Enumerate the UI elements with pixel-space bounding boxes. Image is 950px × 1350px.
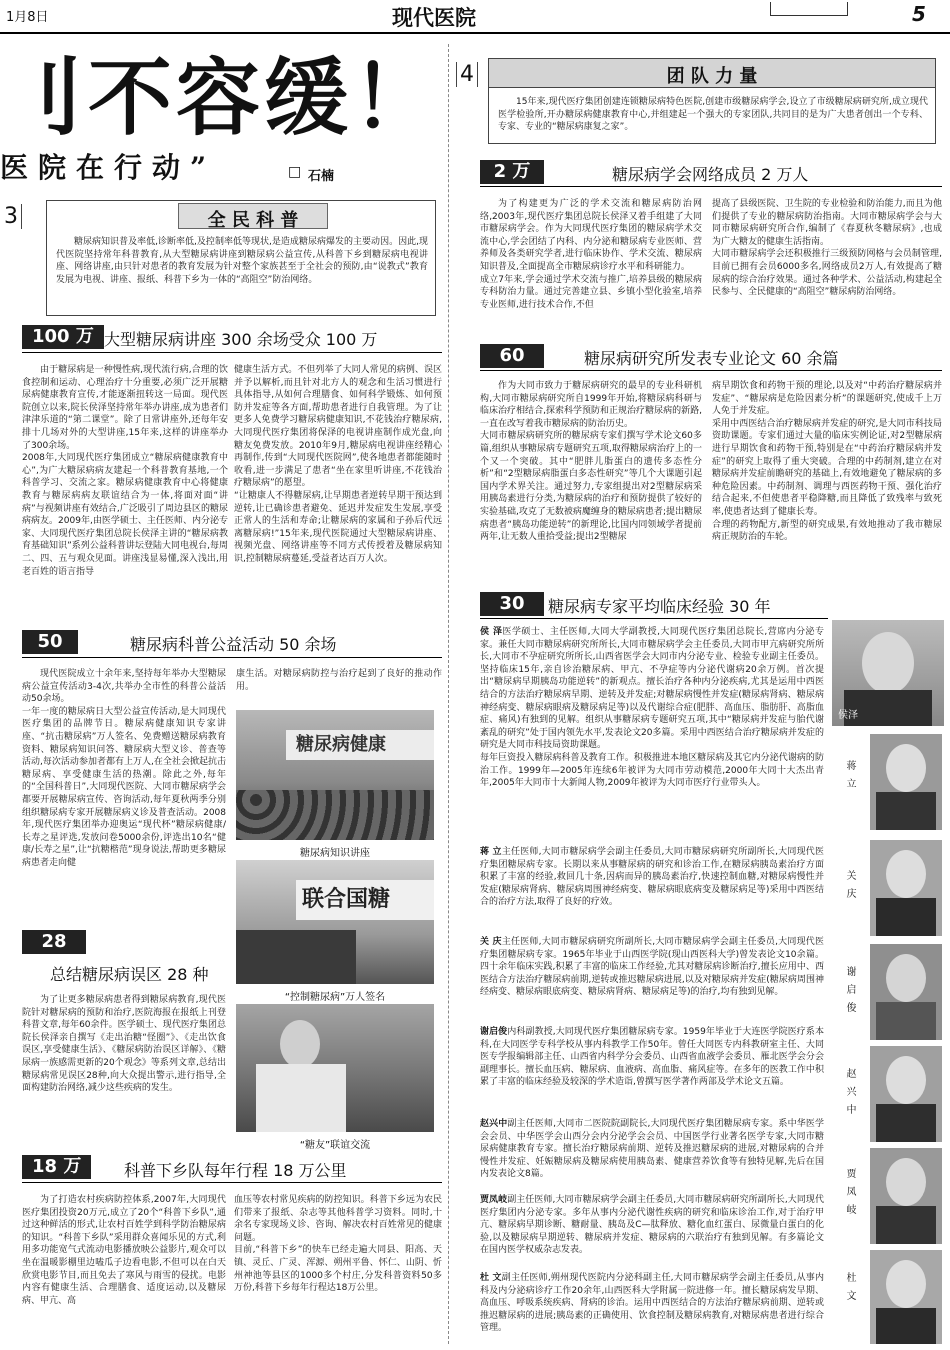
signature-people (236, 930, 356, 984)
portrait-face (886, 1260, 926, 1308)
portrait-face (886, 954, 926, 1002)
expert-name: 关 庆 (480, 937, 502, 947)
portrait-suit (876, 792, 936, 830)
portrait-label-du-wen: 杜文 (844, 1272, 855, 1308)
exchange-face (280, 1020, 320, 1068)
portrait-face (886, 1158, 926, 1206)
s2w-col2: 提高了县级医院、卫生院的专业检验和防治能力,而且为他们提供了专业的糖尿病防治指南。大同市糖尿病学会与大同市糖尿病研究所合作,编制了《春夏秋冬糖尿病》,也成为广大糖友的健康生活指南。 大同市糖尿病学会还积极推行三级预防网格与会员制管理,目前已拥有会员6000多名,网络成员2万人,有效提高了糖尿病的综合治疗效果。通过各种学术、公益活动,构建起全民参与、全民健康的“高阻空”糖尿病防治网络。 (712, 199, 942, 298)
s2w-title: 糖尿病学会网络成员 2 万人 (612, 165, 809, 184)
s100-tag: 100 万 (22, 325, 104, 349)
s100-col1: 由于糖尿病是一种慢性病,现代流行病,合理的饮食控制和运动、心理治疗十分重要,必须广泛开展糖尿病健康教育宣传,才能逐渐扭转这一局面。现代医院创立以来,院长侯泽坚持常年举办讲座,成为患者们津津乐道的“第二课堂”。除了日常讲座外,还每年安排十几场对外的大型讲座,15年来,这样的讲座举办了300余场。 2008年,大同现代医疗集团成立“糖尿病健康教育中心”,为广大糖尿病病友建起一个科普教育基地,一个科普学习、交流之家。糖尿病健康教育中心将健康教育与糖尿病病友联谊结合为一体,将面对面“讲病”与视频讲座有效结合,广泛吸引了周边县区的糖尿病病友。2009年,由医学硕士、主任医师、内分泌专家、大同现代医疗集团总院长侯泽主讲的“糖尿病教育基础知识”系列公益科普讲坛登陆大同电视台,每周二、四、五与观众见面。讲座浅显易懂,深入浅出,用老百姓的语言指导 (22, 365, 228, 577)
issue-date: 1月8日 (6, 10, 49, 25)
s18-title: 科普下乡队每年行程 18 万公里 (124, 1161, 347, 1180)
s50-col1: 现代医院成立十余年来,坚持每年举办大型糖尿病公益宣传活动3-4次,共举办全市性的科普公益活动50余场。 一年一度的糖尿病日大型公益宣传活动,是大同现代医疗集团的品牌节日。糖尿病健康知识专家讲座、“抗击糖尿病”万人签名、免费赠送糖尿病教育资料、糖尿病知识问答、糖尿病大型义诊、普查等活动,每次活动参加者都有上万人,在全社会掀起抗击糖尿病、享受健康生活的热潮。除此之外,每年的“全国科普日”,大同现代医院、大同市糖尿病学会都要开展糖尿病宣传、咨询活动,每年夏秋两季分别组织糖尿病专家开展糖尿病义诊及普查活动。2008年,现代医疗集团举办迎奥运“现代杯”糖尿病健康/长寿之星评选,发放问卷5000余份,评选出10名“健康/长寿之星”,让“抗糖楷范”现身说法,帮助更多糖尿病患者走向健 (22, 669, 226, 868)
portrait-jiang-li (870, 734, 942, 830)
expert-bio: 副主任医师,朔州现代医院内分泌科副主任,大同市糖尿病学会副主任委员,从事内科及内分泌病诊疗工作20余年,山西医科大学附属一院进修一年。擅长糖尿病发早期、高血压、呼吸系统疾病、肾病的诊治。运用中西医结合的方法治疗糖尿病前期、逆转或推迟糖尿病的进展;胰岛素的正确使用、饮食控制及糖尿病教育,对糖尿病患者进行综合管理。 (480, 1273, 824, 1334)
marker-3: 3 (4, 204, 22, 229)
s28-tag: 28 (22, 930, 86, 954)
portrait-face (886, 1056, 926, 1104)
photo-signature-caption: “控制糖尿病”万人签名 (284, 992, 386, 1003)
s18-rule (22, 1182, 442, 1183)
expert-hou-ze (480, 626, 824, 840)
portrait-suit (876, 1002, 936, 1040)
author-mark: □ (288, 164, 302, 180)
masthead-box (770, 2, 848, 16)
s18-col1: 为了打造农村疾病防控体系,2007年,大同现代医疗集团投资20万元,成立了20个“科普下乡队”,通过这种鲜活的形式,让农村百姓学到科学防治糖尿病的知识。“科普下乡队”采用群众喜闻乐见的方式,利用多功能宽气式流动电影播放映公益影片,观众可以坐在温暖影棚里边嗑瓜子边看电影,不但可以在白天欣赏电影节目,而且免去了寒风与雨雪的侵扰。电影内容有健康生活、合理膳食、适度运动,以及糖尿病、甲亢、高 (22, 1195, 226, 1306)
photo-signature (236, 860, 434, 984)
s2w-rule (480, 186, 942, 187)
s2w-tag: 2 万 (480, 160, 544, 184)
s100-col2: 健康生活方式。不但列举了大同人常见的病例、误区并予以解析,而且针对北方人的观念和生活习惯进行具体指导,从如何合理膳食、如何科学锻炼、如何预防并发症等各方面,帮助患者进行自我管理。为了让更多人免费学习糖尿病健康知识,不花钱治疗糖尿病,大同现代医疗集团将保泽的电视讲座制作成光盘,向糖友免费发放。2010年9月,糖尿病电视讲座经精心再制作,传到“大同现代医院网”,使各地患者都能随时收看,进一步满足了患者“坐在家里听讲座,不花钱治疗糖尿病”的愿望。 “让糖康人不得糖尿病,让早期患者逆转早期干预达到逆转,让已确诊患者避免、延迟并发症发生发展,享受正常人的生活和寿命;让糖尿病的家属和子孙后代远离糖尿病!”15年来,现代医院通过大型糖尿病讲座、视频光盘、网络讲座等不同方式传授着及糖尿病知识,控制糖尿病蔓延,受益者达百万人次。 (234, 365, 442, 564)
s60-tag: 60 (480, 344, 544, 368)
portrait-guan-qing (870, 840, 942, 936)
portrait-zhao-xingzhong (870, 1046, 942, 1142)
portrait-jia-fengqi (870, 1148, 942, 1244)
s100-title: 大型糖尿病讲座 300 余场受众 100 万 (104, 330, 378, 349)
s30-rule (480, 618, 828, 619)
portrait-label-jiang-li: 蒋立 (844, 760, 855, 796)
photo-exchange (236, 1004, 434, 1132)
quanmin-title: 全 民 科 普 (207, 210, 299, 231)
s30-tag: 30 (480, 592, 544, 616)
expert-bio: 副主任医师,大同市糖尿病学会副主任委员,大同市糖尿病研究所副所长,大同现代医疗集团内分泌专家。多年从事内分泌代谢性疾病的研究和临床诊治工作,对于治疗甲亢、糖尿病早期诊断、糖耐量、胰岛及C—肽释放、糖化血红蛋白、尿微量白蛋白的化验,以及糖尿病早期逆转、糖尿病并发症、糖尿病的六联治疗有独到见解。有多篇论文在国内医学权威杂志发表。 (480, 1195, 824, 1256)
s28-title: 总结糖尿病误区 28 种 (50, 965, 209, 984)
s18-tag: 18 万 (22, 1155, 91, 1179)
s2w-col1: 为了构建更为广泛的学术交流和糖尿病防治网络,2003年,现代医疗集团总院长侯泽又着手组建了大同市糖尿病学会。作为大同现代医疗集团的糖尿病学术交流中心,学会团结了内科、内分泌和糖尿病专业医师、营养师及各类研究学者,进行临床协作、学术交流、糖尿病知识普及,全面提高全市糖尿病诊疗水平和科研能力。 成立7年来,学会通过学术交流与推广,培养县级的糖尿病专科防治力量。通过完善建立县、乡镇小型化验室,培养专业医师,进行技术合作,不但 (480, 199, 702, 310)
header-rule (0, 32, 950, 34)
lecture-crowd (236, 790, 434, 840)
masthead: 现代医院 (392, 5, 476, 30)
portrait-name: 侯泽 (838, 710, 858, 721)
s60-rule (480, 370, 942, 371)
s50-col2: 康生活。对糖尿病防控与治疗起到了良好的推动作用。 (236, 669, 442, 692)
portrait-suit (876, 898, 936, 936)
expert-name: 杜 文 (480, 1273, 502, 1283)
photo-lecture (236, 710, 434, 840)
expert-bio: 内科副教授,大同现代医疗集团糖尿病专家。1959年毕业于大连医学院医疗系本科,在大同医学专科学校从事内科教学工作50年。曾任大同医专内科教研室主任、大同医专学报编辑部主任、山西省内科学分会委员、山西省血液学会委员、雁北医学会分会副理事长。擅长血压病、糖尿病、血液病、高血脂、痛风症等。在多年的医教工作中积累了丰富的临床经验及较深的学术造诣,曾撰写医学著作两部及学术论文五篇。 (480, 1027, 824, 1088)
portrait-suit (876, 1308, 936, 1344)
s60-col1: 作为大同市致力于糖尿病研究的最早的专业科研机构,大同市糖尿病研究所自1999年开始,将糖尿病科研与临床治疗相结合,探索科学预防和正规治疗糖尿病的新路,一直在改写着我市糖尿病的防治历史。 大同市糖尿病研究所的糖尿病专家们撰写学术论文60多篇,组织从事糖尿病专题研究五项,取得糖尿病治疗上的一个又一个突破。其中“肥胖儿脂蛋白的遗传多态性分析”和“2型糖尿病脂蛋白多态性研究”等几个大课题引起国内学术界关注。通过努力,专家组提出对2型糖尿病采用胰岛素进行分类,为糖尿病的治疗和预防提供了较好的实验基础,攻克了无数被病魔缠身的糖尿病患者;提出糖尿病患者“胰岛功能逆转”的新理论,比国内同领域学者提前两年,让无数人重拾受益;提出2型糖尿 (480, 381, 702, 543)
portrait-label-jia-fengqi: 贾凤岐 (844, 1168, 855, 1222)
expert-bio: 主任医师,大同市糖尿病学会副主任委员,大同市糖尿病研究所副所长,大同现代医疗集团糖尿病专家。长期以来从事糖尿病的研究和诊治工作,在糖尿病胰岛素治疗方面积累了丰富的经验,救回几十条,因病而异的胰岛素治疗,快速控制血糖,对糖尿病慢性并发症(糖尿病肾病、糖尿病周围神经病变、糖尿病眼底病变及糖尿病足等)采用中西医结合的治疗方法,取得了良好的疗效。 (480, 847, 824, 908)
s28-body: 为了让更多糖尿病患者得到糖尿病教育,现代医院针对糖尿病的预防和治疗,医院海报在报纸上刊登科普文章,每年60余件。医学硕士、现代医疗集团总院长侯泽亲自撰写《走出治糖“怪圈”》、《走出饮食误区,享受健康生活》、《糖尿病防治误区详解》、《糖尿病一族感需更新的20个观念》等系列文章,总结出糖尿病常见误区28种,向大众提出警示,进行指导,全面构建防治网络,减少这些疾病的发生。 (22, 995, 226, 1094)
portrait-du-wen (870, 1250, 942, 1344)
banner-subheadline: 医院在行动” (0, 151, 217, 184)
expert-name: 贾凤岐 (480, 1195, 508, 1205)
portrait-face (886, 744, 926, 792)
expert-name: 侯 泽 (480, 627, 503, 637)
portrait-xie-qijun (870, 944, 942, 1040)
portrait-suit (876, 1104, 936, 1142)
portrait-label-xie-qijun: 谢启俊 (844, 966, 855, 1020)
s50-rule (22, 657, 442, 658)
team-title: 团 队 力 量 (666, 66, 758, 87)
expert-name: 赵兴中 (480, 1119, 508, 1129)
expert-jiang-li (480, 846, 824, 928)
lecture-banner: 糖尿病健康 (286, 730, 434, 760)
portrait-label-guan-qing: 关庆 (844, 870, 855, 906)
page-number: 5 (912, 2, 926, 26)
expert-name: 蒋 立 (480, 847, 502, 857)
s60-title: 糖尿病研究所发表专业论文 60 余篇 (584, 349, 839, 368)
banner-headline: 刂不容缓！ (0, 49, 441, 147)
marker-4: 4 (456, 62, 478, 87)
s60-col2: 病早期饮食和药物干预的理论,以及对“中药治疗糖尿病并发症”、“糖尿病是危险因素分析”的课题研究,使成千上万人免于并发症。 采用中西医结合治疗糖尿病并发症的研究,是大同市科技局资助课题。专家们通过大量的临床实例论证,对2型糖尿病进行早期饮食和药物干预,特别是在“中药治疗糖尿病并发症”的研究上取得了重大突破。合理的中药制剂,建立在对糖尿病并发症前瞻研究的基础上,有效地避免了糖尿病的多种危险因素。中药制剂、调理与西医药物干预、强化治疗结合起来,不但使患者平稳降糖,而且降低了致残率与致死率,使患者达到了健康长寿。 合理的药物配方,新型的研究成果,有效地推动了我市糖尿病正规防治的车轮。 (712, 381, 942, 543)
s18-col2: 血压等农村常见疾病的防控知识。科普下乡远为农民们带来了报纸、杂志等其他科普学习资料。同时,十余名专家现场义诊、咨询、解决农村百姓常见的健康问题。 目前,“科普下乡”的快车已经走遍大同县、阳高、天镇、灵丘、广灵、浑源、朔州平鲁、怀仁、山阴、忻州神池等县区的1000多个村庄,分发科普资料50多万份,科普下乡每年行程达18万公里。 (234, 1195, 442, 1294)
exchange-body (256, 1064, 346, 1132)
s50-title: 糖尿病科普公益活动 50 余场 (130, 635, 337, 654)
expert-guan-qing (480, 936, 824, 1018)
expert-du-wen (480, 1272, 824, 1344)
expert-xie-qijun (480, 1026, 824, 1108)
s100-rule (22, 352, 442, 353)
portrait-face (862, 632, 914, 694)
expert-bio: 主任医师,大同市糖尿病研究所副所长,大同市糖尿病学会副主任委员,大同现代医疗集团糖尿病专家。1965年毕业于山西医学院(现山西医科大学)曾发表论文10余篇。四十余年临床实践,积累了丰富的临床工作经验,尤其对糖尿病诊断治疗,擅长应用中、西医结合方法治疗糖尿病前期,逆转或推迟糖尿病进展,以及对糖尿病并发症(糖尿病周围神经病变、糖尿病眼底病变、糖尿病肾病、糖尿病足等)的治疗,均有独到见解。 (480, 937, 824, 998)
author-name: 石楠 (308, 169, 335, 184)
s50-tag: 50 (22, 630, 78, 654)
expert-bio: 副主任医师,大同市二医院院副院长,大同现代医疗集团糖尿病专家。系中华医学会会员、中华医学会山西分会内分泌学会会员、中国医学行业著名医学专家,大同市糖尿病健康教育专家。擅长治疗糖尿病前期、逆转及推迟糖尿病的进展,对糖尿病的合并慢性并发症、妊娠糖尿病及糖尿病使用胰岛素、健康营养饮食等有独特见解,先后在国内发表论文8篇。 (480, 1119, 824, 1180)
portrait-suit (876, 1206, 936, 1244)
photo-lecture-caption: 糖尿病知识讲座 (300, 848, 370, 859)
team-intro: 15年来,现代医疗集团创建连锁糖尿病特色医院,创建市级糖尿病学会,设立了市级糖尿病研究所,成立现代医学检验所,开办糖尿病健康教育中心,并组建起一个强大的专家团队,共同目的是为广大患者创出一个专科、专家、专业的“糖尿病康复之家”。 (498, 97, 928, 133)
portrait-face (886, 850, 926, 898)
expert-bio: 医学硕士、主任医师,大同大学副教授,大同现代医疗集团总院长,营席内分泌专家。兼任大同市糖尿病研究所所长,大同市糖尿病学会主任委员,大同市甲亢病研究所所长,大同市不孕症研究所所长,山西省医学会大同市内分泌专业、检验专业副主任委员。坚持临床15年,亲自诊治糖尿病、甲亢、不孕症等内分泌代谢病20余万例。首次提出“糖尿病早期胰岛功能逆转”的新观点。擅长治疗各种内分泌疾病,尤其是运用中西医结合的方法治疗糖尿病早期、逆转及并发症;对糖尿病慢性并发症(糖尿病肾病、糖尿病神经病变、糖尿病眼病及糖尿病足等)以及代谢综合症(肥胖、高血压、脂肪肝、高脂血症、痛风)有独到的见解。组织从事糖尿病专题研究五项,其中“糖尿病并发症与胎代谢紊乱的研究”处于国内领先水平,发表论文20多篇。采用中西医结合治疗糖尿病并发症的研究是大同市科技局资助课题。 每年巨资投入糖尿病科普及教育工作。积极推进本地区糖尿病及其它内分泌代谢病的防治工作。1999年—2005年连续6年被评为大同市劳动模范,2000年大同十大杰出青年,2005年大同市十大新闻人物,2009年被评为大同市医疗行业带头人。 (480, 627, 824, 789)
s30-title: 糖尿病专家平均临床经验 30 年 (548, 597, 771, 616)
portrait-label-zhao-xingzhong: 赵兴中 (844, 1068, 855, 1122)
quanmin-intro: 糖尿病知识普及率低,诊断率低,及控制率低等现状,是造成糖尿病爆发的主要动因。因此,现代医院坚持常年科普教育,从大型糖尿病讲座到糖尿病公益宣传,从科普下乡到糖尿病电视讲座、网络讲座,由只针对患者的教育发展为针对整个家族甚至于全社会的预防,由“说教式”教育发展为电视、讲座、报纸、科普下乡为一体的“高阻空”防治网络。 (56, 237, 428, 285)
signature-banner: 联合国糖 (296, 880, 434, 920)
portrait-hou-ze (832, 620, 944, 726)
expert-jia-fengqi (480, 1194, 824, 1266)
column-divider (448, 44, 449, 1344)
expert-zhao-xingzhong (480, 1118, 824, 1188)
expert-name: 谢启俊 (480, 1027, 508, 1037)
photo-exchange-caption: “糖友”联谊交流 (299, 1140, 371, 1151)
